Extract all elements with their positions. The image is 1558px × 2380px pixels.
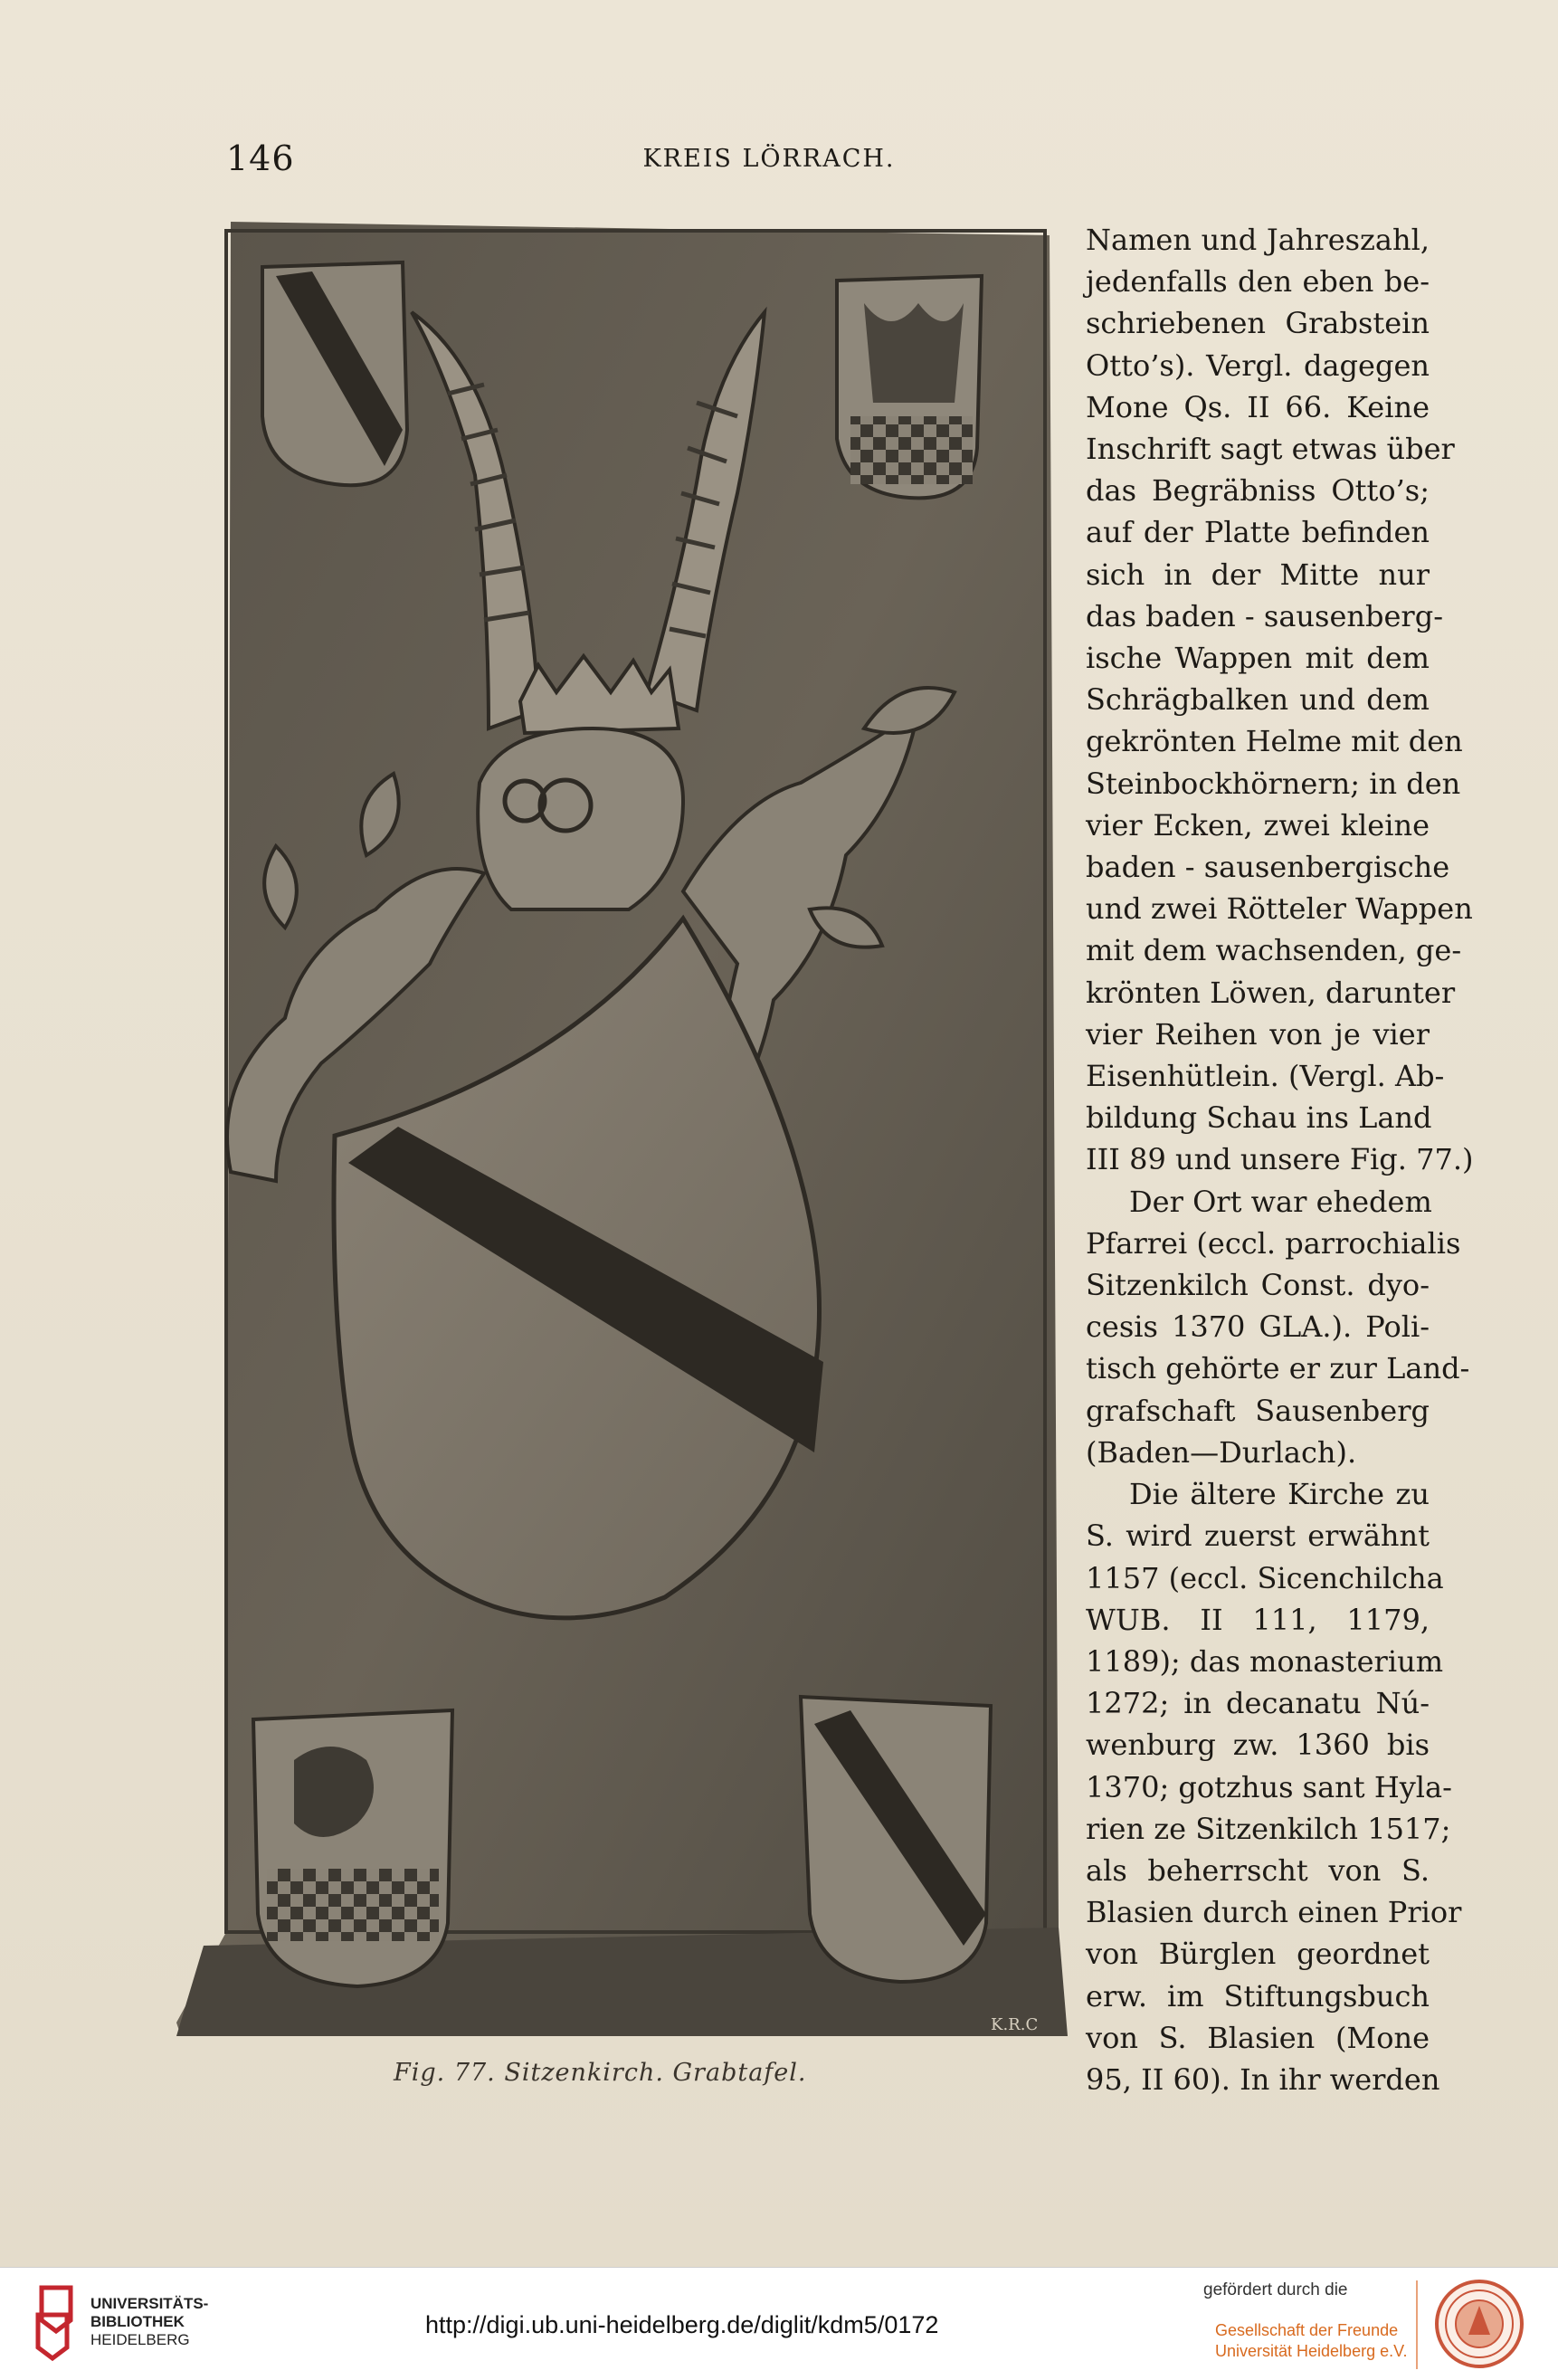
text-line: das baden - sausenberg- — [1086, 598, 1443, 633]
text-line: 95, II 60). In ihr werden — [1086, 2061, 1440, 2097]
body-text-column — [1086, 219, 1474, 2100]
text-line: 1370; gotzhus sant Hyla- — [1086, 1769, 1452, 1804]
text-line: vier Reihen von je vier — [1086, 1016, 1430, 1052]
text-line: (Baden—Durlach). — [1086, 1434, 1357, 1470]
text-line: das Begräbniss Otto’s; — [1086, 473, 1430, 509]
text-line: Schrägbalken und dem — [1086, 682, 1430, 718]
text-line: auf der Platte befinden — [1086, 515, 1430, 550]
sponsor-label: gefördert durch die — [1203, 2280, 1348, 2299]
text-line: WUB. II 111, 1179, — [1086, 1602, 1430, 1637]
digitization-url-link[interactable]: http://digi.ub.uni-heidelberg.de/diglit/kdm5/0172 — [425, 2311, 939, 2338]
figure-gravestone — [176, 222, 1081, 2050]
text-line: von S. Blasien (Mone — [1086, 2020, 1430, 2055]
text-line: von Bürglen geordnet — [1086, 1937, 1430, 1972]
footer-divider — [1416, 2280, 1418, 2369]
page-number: 146 — [226, 138, 295, 178]
text-line: Otto’s). Vergl. dagegen — [1086, 347, 1430, 383]
text-line: baden - sausenbergische — [1086, 850, 1450, 885]
library-name-line2: BIBLIOTHEK — [90, 2313, 185, 2330]
text-line: wenburg zw. 1360 bis — [1086, 1728, 1430, 1763]
university-seal-icon — [1434, 2279, 1525, 2369]
text-line: sich in der Mitte nur — [1086, 557, 1430, 592]
university-library-name — [90, 2295, 208, 2349]
text-line: S. wird zuerst erwähnt — [1086, 1518, 1430, 1554]
gravestone-plate-image — [176, 222, 1081, 2050]
text-line: rien ze Sitzenkilch 1517; — [1086, 1811, 1451, 1846]
text-line: Namen und Jahreszahl, — [1086, 223, 1430, 257]
text-line: Inschrift sagt etwas über — [1086, 432, 1455, 467]
text-line: vier Ecken, zwei kleine — [1086, 807, 1430, 843]
sponsor-name-line1: Gesellschaft der Freunde — [1215, 2321, 1399, 2339]
running-head: KREIS LÖRRACH. — [642, 145, 896, 173]
text-line: krönten Löwen, darunter — [1086, 975, 1456, 1010]
text-line: cesis 1370 GLA.). Poli- — [1086, 1309, 1430, 1345]
sponsor-name — [1215, 2320, 1407, 2362]
footer-bar — [0, 2267, 1558, 2380]
text-line: jedenfalls den eben be- — [1086, 264, 1430, 300]
text-line: 1189); das monasterium — [1086, 1643, 1444, 1679]
text-line: 1157 (eccl. Sicenchilcha — [1086, 1560, 1444, 1595]
text-line: Der Ort war ehedem — [1129, 1184, 1432, 1219]
text-line: 1272; in decanatu Nú- — [1086, 1686, 1430, 1721]
text-line: Mone Qs. II 66. Keine — [1086, 389, 1430, 424]
text-line: grafschaft Sausenberg — [1086, 1393, 1430, 1428]
text-line: III 89 und unsere Fig. 77.) — [1086, 1142, 1474, 1177]
text-line: Pfarrei (eccl. parrochialis — [1086, 1225, 1461, 1261]
text-line: erw. im Stiftungsbuch — [1086, 1978, 1430, 2013]
library-name-line3: HEIDELBERG — [90, 2331, 190, 2348]
text-line: Sitzenkilch Const. dyo- — [1086, 1268, 1430, 1303]
text-line: bildung Schau ins Land — [1086, 1100, 1432, 1136]
text-line: Eisenhütlein. (Vergl. Ab- — [1086, 1059, 1445, 1094]
library-name-line1: UNIVERSITÄTS- — [90, 2295, 209, 2312]
university-library-logo — [34, 2284, 85, 2362]
text-line: Steinbockhörnern; in den — [1086, 766, 1461, 801]
text-line: ische Wappen mit dem — [1086, 641, 1430, 676]
text-line: tisch gehörte er zur Land- — [1086, 1351, 1470, 1386]
text-line: gekrönten Helme mit den — [1086, 724, 1463, 759]
text-line: Blasien durch einen Prior — [1086, 1895, 1462, 1930]
text-line: und zwei Rötteler Wappen — [1086, 891, 1473, 927]
text-line: schriebenen Grabstein — [1086, 306, 1430, 341]
text-line: als beherrscht von S. — [1086, 1852, 1430, 1888]
engraver-mark: K.R.C — [991, 2015, 1039, 2034]
sponsor-name-line2: Universität Heidelberg e.V. — [1215, 2342, 1408, 2360]
text-line: mit dem wachsenden, ge- — [1086, 933, 1462, 968]
text-line: Die ältere Kirche zu — [1129, 1477, 1430, 1512]
figure-caption: Fig. 77. Sitzenkirch. Grabtafel. — [394, 2059, 807, 2087]
